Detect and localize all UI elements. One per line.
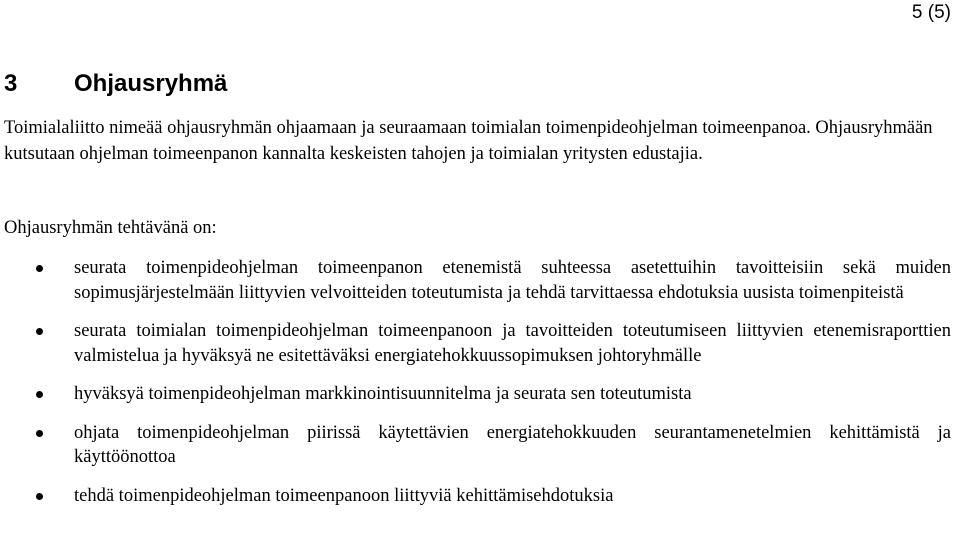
list-item: [0, 382, 959, 407]
task-list: [0, 256, 959, 522]
section-heading: [4, 70, 227, 98]
bullet-icon: [36, 328, 43, 335]
list-item: [0, 319, 959, 368]
list-item-text: hyväksyä toimenpideohjelman markkinointisuunnitelma ja seurata sen toteutumista: [74, 384, 692, 404]
list-item-text: seurata toimialan toimenpideohjelman toimeenpanoon ja tavoitteiden toteutumiseen liittyvien etenemisraporttien valmistelua ja hyväksyä ne esitettäväksi energiatehokkuussopimuksen johtoryhmälle: [74, 321, 951, 366]
list-item-text: tehdä toimenpideohjelman toimeenpanoon liittyviä kehittämisehdotuksia: [74, 485, 614, 506]
section-title: Ohjausryhmä: [74, 70, 228, 97]
list-item-text: seurata toimenpideohjelman toimeenpanon etenemistä suhteessa asetettuihin tavoitteisiin sekä muiden sopimusjärjestelmään liittyvien velvoitteiden toteutumista ja tehdä tarvittaessa ehdotuksia uusista toimenpiteistä: [74, 258, 951, 303]
list-item: [0, 256, 959, 305]
tasks-label: Ohjausryhmän tehtävänä on:: [4, 218, 217, 238]
page-number: 5 (5): [911, 2, 951, 23]
bullet-icon: [36, 430, 43, 437]
list-item: [0, 484, 959, 509]
list-item: [0, 421, 959, 470]
list-item-text: ohjata toimenpideohjelman piirissä käytettävien energiatehokkuuden seurantamenetelmien kehittämistä ja käyttöönottoa: [74, 422, 951, 467]
bullet-icon: [36, 265, 43, 272]
bullet-icon: [36, 493, 43, 500]
section-number: 3: [4, 70, 18, 97]
intro-paragraph: Toimialaliitto nimeää ohjausryhmän ohjaamaan ja seuraamaan toimialan toimenpideohjelman toimeenpanoa. Ohjausryhmään kutsutaan ohjelman toimeenpanon kannalta keskeisten tahojen ja toimialan yritysten edustajia.: [4, 118, 933, 164]
bullet-icon: [36, 391, 43, 398]
